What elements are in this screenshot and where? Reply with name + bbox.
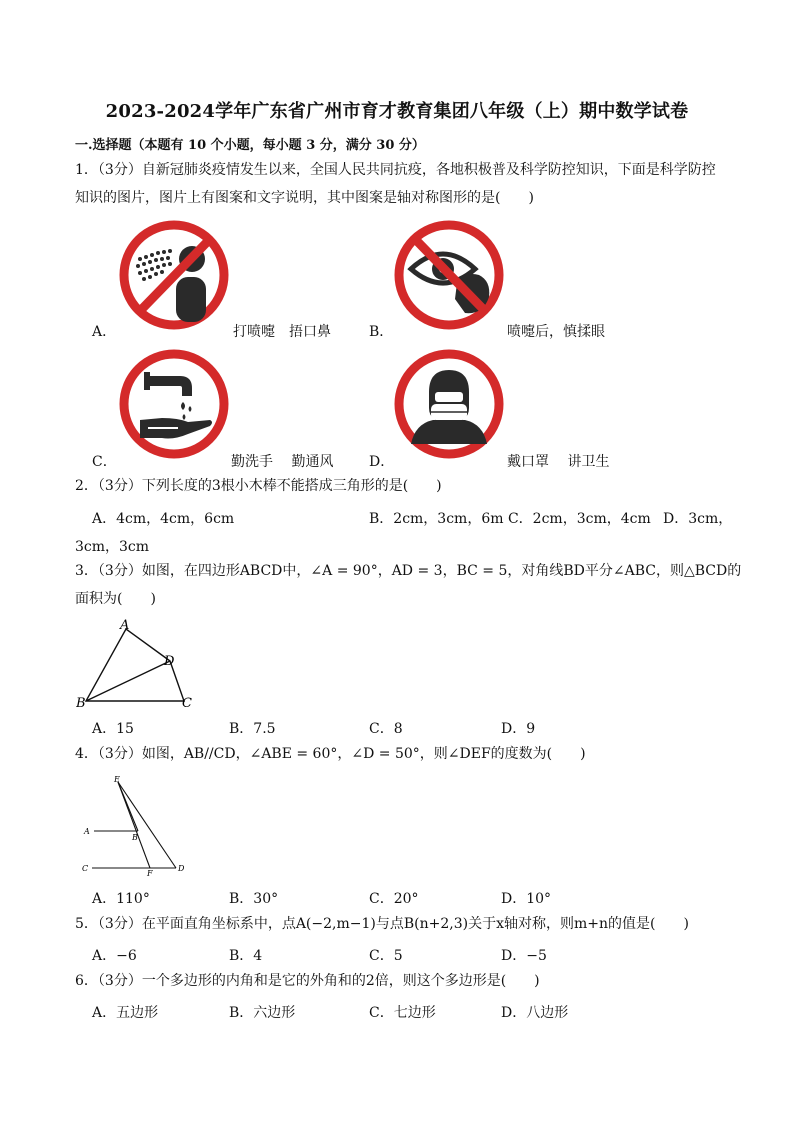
q6-option-b: B．六边形: [229, 1005, 296, 1021]
hand-washing-icon: [118, 348, 230, 464]
q4-label-b: B: [132, 833, 138, 842]
q2-option-d-part1: D．3cm，: [663, 511, 733, 527]
q6-stem: 6．（3分）一个多边形的内角和是它的外角和的2倍，则这个多边形是( ): [75, 973, 540, 989]
q4-option-a: A．110°: [92, 891, 150, 907]
q1-option-d-caption: 戴口罩 讲卫生: [507, 454, 610, 470]
q1-line1: 1．（3分）自新冠肺炎疫情发生以来，全国人民共同抗疫，各地积极普及科学防控知识，下面是科学防控: [75, 162, 716, 178]
q4-label-a: A: [84, 827, 90, 836]
q4-option-d: D．10°: [501, 891, 552, 907]
no-eye-rubbing-icon: [393, 219, 505, 335]
q5-stem: 5．（3分）在平面直角坐标系中，点A(−2,m−1)与点B(n+2,3)关于x轴对称，则m+n的值是( ): [75, 916, 689, 932]
wear-mask-icon: [393, 348, 505, 464]
q6-option-d: D．八边形: [501, 1005, 569, 1021]
q2-option-a: A．4cm，4cm，6cm: [92, 511, 235, 527]
q4-label-d: D: [178, 864, 185, 873]
q5-option-a: A．−6: [92, 948, 137, 964]
q5-option-b: B．4: [229, 948, 263, 964]
q1-option-c-letter: C．: [92, 454, 117, 470]
q4-parallel-lines-figure: [78, 772, 188, 880]
q3-label-d: D: [164, 654, 175, 669]
q4-stem: 4．（3分）如图，AB//CD，∠ABE = 60°，∠D = 50°，则∠DEF的度数为( ): [75, 746, 586, 762]
q4-option-c: C．20°: [369, 891, 419, 907]
q1-line2: 知识的图片，图片上有图案和文字说明，其中图案是轴对称图形的是( ): [75, 190, 534, 206]
q3-option-b: B．7.5: [229, 721, 276, 737]
q3-quadrilateral-figure: [76, 617, 196, 715]
q3-option-d: D．9: [501, 721, 536, 737]
q6-option-a: A．五边形: [92, 1005, 159, 1021]
q1-option-d-letter: D．: [369, 454, 395, 470]
q2-option-d-part2: 3cm，3cm: [75, 539, 150, 555]
q5-option-d: D．−5: [501, 948, 547, 964]
q4-label-f: F: [147, 869, 153, 876]
q3-line1: 3．（3分）如图，在四边形ABCD中，∠A = 90°，AD = 3，BC = 5，对角线BD平分∠ABC，则△BCD的: [75, 563, 742, 579]
q2-stem: 2．（3分）下列长度的3根小木棒不能搭成三角形的是( ): [75, 478, 442, 494]
q1-option-c-caption: 勤洗手 勤通风: [231, 454, 334, 470]
q3-option-a: A．15: [92, 721, 134, 737]
q6-option-c: C．七边形: [369, 1005, 436, 1021]
q3-line2: 面积为( ): [75, 591, 156, 607]
q3-label-a: A: [120, 618, 130, 633]
q4-option-b: B．30°: [229, 891, 279, 907]
q5-option-c: C．5: [369, 948, 403, 964]
sneeze-cover-icon: [118, 219, 230, 335]
q3-option-c: C．8: [369, 721, 403, 737]
q1-option-a-caption: 打喷嚏 捂口鼻: [233, 324, 331, 340]
q4-label-c: C: [82, 864, 89, 873]
q3-label-b: B: [76, 696, 86, 711]
q1-option-b-caption: 喷嚏后，慎揉眼: [507, 324, 605, 340]
q2-option-b-c: B．2cm，3cm，6m C．2cm，3cm，4cm: [369, 511, 651, 527]
page-title: 2023-2024学年广东省广州市育才教育集团八年级（上）期中数学试卷: [105, 101, 689, 122]
q3-label-c: C: [182, 696, 192, 711]
q4-label-e: E: [114, 775, 120, 784]
q1-option-a-letter: A．: [92, 324, 117, 340]
q1-option-b-letter: B．: [369, 324, 394, 340]
section-heading: 一.选择题（本题有 10 个小题，每小题 3 分，满分 30 分）: [75, 138, 425, 153]
